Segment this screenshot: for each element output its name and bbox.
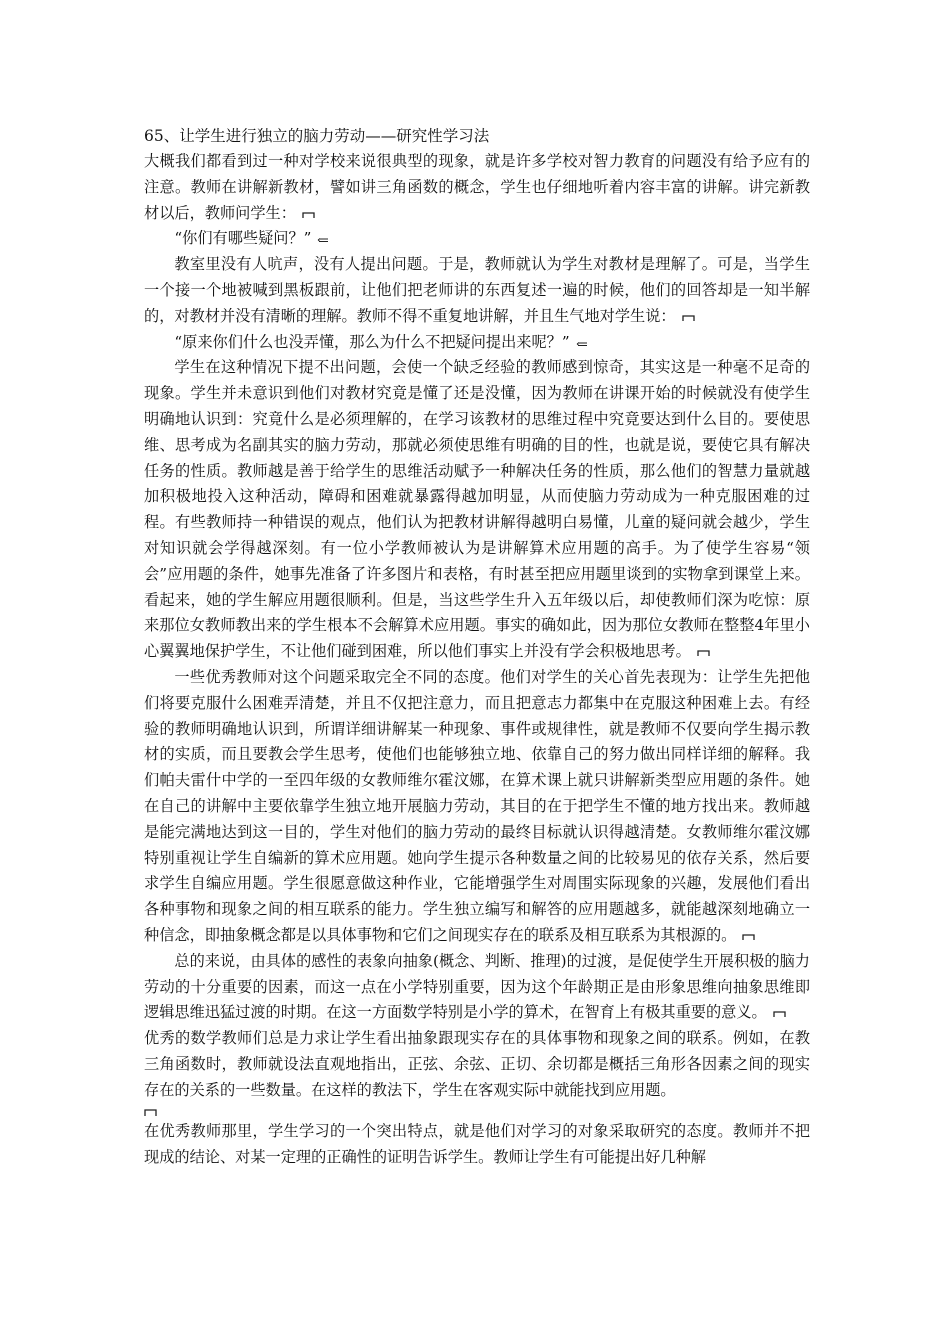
paragraph-mark-icon: [697, 650, 710, 657]
paragraph-9-text: 在优秀教师那里，学生学习的一个突出特点，就是他们对学习的对象采取研究的态度。教师并不把现成的结论、对某一定理的正确性的证明告诉学生。教师让学生有可能提出好几种解: [144, 1122, 810, 1167]
paragraph-mark-icon: [302, 212, 315, 219]
paragraph-5: [144, 355, 810, 665]
paragraph-3-text: 教室里没有人吭声，没有人提出问题。于是，教师就认为学生对教材是理解了。可是，当学生一个接一个地被喊到黑板跟前，让他们把老师讲的东西复述一遍的时候，他们的回答却是一知半解的，对教材并没有清晰的理解。教师不得不重复地讲解，并且生气地对学生说：: [144, 255, 810, 325]
line-break-mark-icon: [317, 237, 330, 244]
paragraph-mark-icon: [773, 1011, 786, 1018]
paragraph-6-text: 一些优秀教师对这个问题采取完全不同的态度。他们对学生的关心首先表现为：让学生先把他们将要克服什么困难弄清楚，并且不仅把注意力，而且把意志力都集中在克服这种困难上去。有经验的教师明确地认识到，所谓详细讲解某一种现象、事件或规律性，就是教师不仅要向学生揭示教材的实质，而且要教会学生思考，使他们也能够独立地、依靠自己的努力做出同样详细的解释。我们帕夫雷什中学的一至四年级的女教师维尔霍汶娜，在算术课上就只讲解新类型应用题的条件。她在自己的讲解中主要依靠学生独立地开展脑力劳动，其目的在于把学生不懂的地方找出来。教师越是能完满地达到这一目的，学生对他们的脑力劳动的最终目标就认识得越清楚。女教师维尔霍汶娜特别重视让学生自编新的算术应用题。她向学生提示各种数量之间的比较易见的依存关系，然后要求学生自编应用题。学生很愿意做这种作业，它能增强学生对周围实际现象的兴趣，发展他们看出各种事物和现象之间的相互联系的能力。学生独立编写和解答的应用题越多，就能越深刻地确立一种信念，即抽象概念都是以具体事物和它们之间现实存在的联系及相互联系为其根源的。: [144, 667, 810, 944]
paragraph-mark-icon: [682, 315, 695, 322]
line-break-mark-icon: [576, 341, 589, 348]
paragraph-8: [144, 1026, 810, 1119]
paragraph-6: [144, 665, 810, 949]
paragraph-4-text: “原来你们什么也没弄懂，那么为什么不把疑问提出来呢？”: [174, 332, 570, 351]
paragraph-1-text: 大概我们都看到过一种对学校来说很典型的现象，就是许多学校对智力教育的问题没有给予应有的注意。教师在讲解新教材，譬如讲三角函数的概念，学生也仔细地听着内容丰富的讲解。讲完新教材以后，教师问学生：: [144, 152, 810, 222]
paragraph-7-text: 总的来说，由具体的感性的表象向抽象(概念、判断、推理)的过渡，是促使学生开展积极的脑力劳动的十分重要的因素，而这一点在小学特别重要，因为这个年龄期正是由形象思维向抽象思维即逻辑思维迅猛过渡的时期。在这一方面数学特别是小学的算术，在智育上有极其重要的意义。: [144, 951, 810, 1022]
document-page: [144, 124, 810, 1171]
paragraph-mark-icon: [742, 934, 755, 941]
paragraph-9: [144, 1119, 810, 1171]
paragraph-2-text: “你们有哪些疑问？”: [174, 229, 312, 248]
paragraph-5-text: 学生在这种情况下提不出问题，会使一个缺乏经验的教师感到惊奇，其实这是一种毫不足奇的现象。学生并未意识到他们对教材究竟是懂了还是没懂，因为教师在讲课开始的时候就没有使学生明确地认识到：究竟什么是必须理解的，在学习该教材的思维过程中究竟要达到什么目的。要使思维、思考成为名副其实的脑力劳动，那就必须使思维有明确的目的性，也就是说，要使它具有解决任务的性质。教师越是善于给学生的思维活动赋予一种解决任务的性质，那么他们的智慧力量就越加积极地投入这种活动，障碍和困难就暴露得越加明显，从而使脑力劳动成为一种克服困难的过程。有些教师持一种错误的观点，他们认为把教材讲解得越明白易懂，儿童的疑问就会越少，学生对知识就会学得越深刻。有一位小学教师被认为是讲解算术应用题的高手。为了使学生容易“领会”应用题的条件，她事先准备了许多图片和表格，有时甚至把应用题里谈到的实物拿到课堂上来。看起来，她的学生解应用题很顺利。但是，当这些学生升入五年级以后，却使教师们深为吃惊：原来那位女教师教出来的学生根本不会解算术应用题。事实的确如此，因为那位女教师在整整4年里小心翼翼地保护学生，不让他们碰到困难，所以他们事实上并没有学会积极地思考。: [144, 358, 810, 661]
paragraph-2: [144, 226, 810, 252]
section-title: 65、让学生进行独立的脑力劳动——研究性学习法: [144, 127, 490, 145]
paragraph-3: [144, 252, 810, 329]
paragraph-7: [144, 949, 810, 1026]
paragraph-1: [144, 149, 810, 226]
paragraph-8-text: 优秀的数学教师们总是力求让学生看出抽象跟现实存在的具体事物和现象之间的联系。例如，在教三角函数时，教师就设法直观地指出，正弦、余弦、正切、余切都是概括三角形各因素之间的现实存在的关系的一些数量。在这样的教法下，学生在客观实际中就能找到应用题。: [144, 1029, 810, 1099]
paragraph-mark-icon: [144, 1107, 157, 1119]
paragraph-4: [144, 330, 810, 356]
